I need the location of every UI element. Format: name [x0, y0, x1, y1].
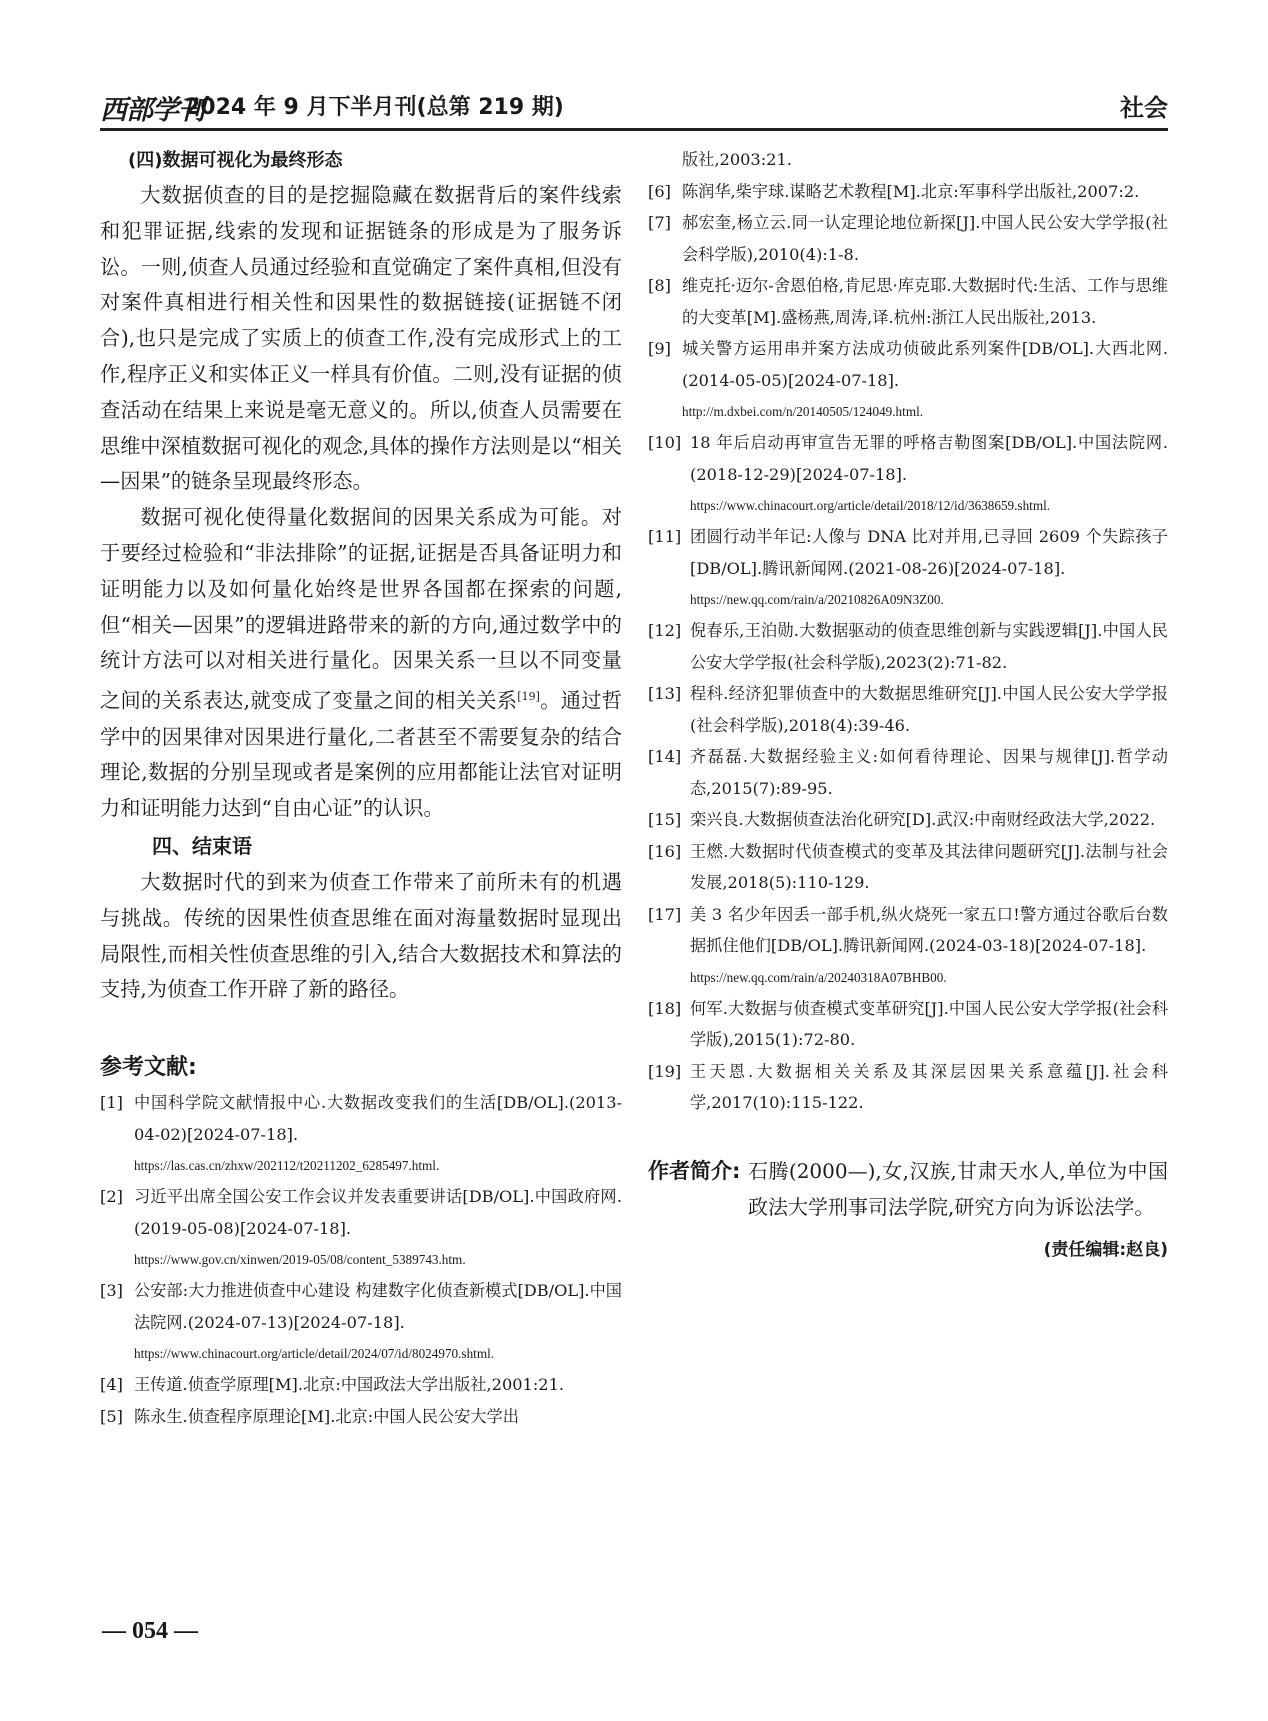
reference-number: [2]	[100, 1187, 123, 1207]
reference-number: [15]	[648, 810, 682, 829]
reference-number: [12]	[648, 621, 682, 640]
issue-info: 2024 年 9 月下半月刊(总第 219 期)	[185, 95, 564, 120]
reference-item	[648, 899, 1168, 993]
reference-text: 团圆行动半年记:人像与 DNA 比对并用,已寻回 2609 个失踪孩子[DB/OL].腾讯新闻网.(2021-08-26)[2024-07-18].	[690, 527, 1168, 578]
reference-number: [10]	[648, 433, 682, 452]
reference-number: [16]	[648, 841, 682, 861]
paragraph-2-text: 数据可视化使得量化数据间的因果关系成为可能。对于要经过检验和“非法排除”的证据,证据是否具备证明力和证明能力以及如何量化始终是世界各国都在探索的问题,但“相关—因果”的逻辑进路带来的新的方向,通过数学中的统计方法可以对相关进行量化。因果关系一旦以不同变量之间的关系表达,就变成了变量之间的相关关系	[100, 505, 622, 713]
body-paragraph-2	[100, 500, 622, 827]
reference-text: 郝宏奎,杨立云.同一认定理论地位新探[J].中国人民公安大学学报(社会科学版),2010(4):1-8.	[682, 213, 1168, 264]
reference-url[interactable]: https://new.qq.com/rain/a/20240318A07BHB00.	[690, 969, 947, 985]
conclusion-paragraph: 大数据时代的到来为侦查工作带来了前所未有的机遇与挑战。传统的因果性侦查思维在面对海量数据时显现出局限性,而相关性侦查思维的引入,结合大数据技术和算法的支持,为侦查工作开辟了新的路径。	[100, 870, 622, 1002]
reference-text: 栾兴良.大数据侦查法治化研究[D].武汉:中南财经政法大学,2022.	[690, 810, 1156, 829]
reference-item	[648, 615, 1168, 678]
journal-logo: 西部学刊	[100, 95, 204, 126]
reference-text: 18 年后启动再审宣告无罪的呼格吉勒图案[DB/OL].中国法院网.(2018-12-29)[2024-07-18].	[690, 433, 1168, 484]
right-column	[648, 144, 1168, 1260]
reference-item	[648, 521, 1168, 615]
reference-number: [3]	[100, 1281, 123, 1301]
reference-text: 陈永生.侦查程序原理论[M].北京:中国人民公安大学出	[134, 1406, 519, 1426]
reference-item	[648, 993, 1168, 1056]
left-column	[100, 144, 622, 1432]
reference-item	[648, 836, 1168, 899]
citation-19: [19]	[517, 690, 540, 704]
responsible-editor: (责任编辑:赵良)	[1043, 1239, 1168, 1260]
reference-item	[648, 270, 1168, 333]
reference-number: [4]	[100, 1375, 123, 1395]
reference-number: [6]	[648, 181, 671, 201]
reference-item	[648, 176, 1168, 208]
reference-item	[100, 1181, 622, 1275]
reference-number: [17]	[648, 904, 682, 924]
reference-text: 公安部:大力推进侦查中心建设 构建数字化侦查新模式[DB/OL].中国法院网.(2024-07-13)[2024-07-18].	[134, 1281, 622, 1332]
reference-text: 中国科学院文献情报中心.大数据改变我们的生活[DB/OL].(2013-04-02)[2024-07-18].	[134, 1093, 622, 1144]
reference-number: [1]	[100, 1093, 123, 1113]
reference-number: [14]	[648, 747, 682, 766]
reference-text: 倪春乐,王泊勋.大数据驱动的侦查思维创新与实践逻辑[J].中国人民公安大学学报(社会科学版),2023(2):71-82.	[690, 621, 1168, 672]
reference-text: 习近平出席全国公安工作会议并发表重要讲话[DB/OL].中国政府网.(2019-05-08)[2024-07-18].	[134, 1187, 622, 1238]
reference-number: [13]	[648, 684, 682, 703]
reference-item	[648, 1056, 1168, 1119]
page-number: — 054 —	[102, 1618, 198, 1644]
reference-number: [5]	[100, 1406, 123, 1426]
reference-item	[648, 678, 1168, 741]
reference-text: 王燃.大数据时代侦查模式的变革及其法律问题研究[J].法制与社会发展,2018(5):110-129.	[690, 841, 1168, 892]
reference-number: [11]	[648, 527, 682, 546]
reference-number: [8]	[648, 276, 671, 295]
reference-number: [19]	[648, 1061, 682, 1081]
reference-item	[648, 333, 1168, 427]
reference-text: 齐磊磊.大数据经验主义:如何看待理论、因果与规律[J].哲学动态,2015(7):89-95.	[690, 747, 1168, 798]
page-header	[100, 84, 1168, 131]
reference-text: 美 3 名少年因丢一部手机,纵火烧死一家五口!警方通过谷歌后台数据抓住他们[DB/OL].腾讯新闻网.(2024-03-18)[2024-07-18].	[690, 904, 1168, 955]
reference-text: 版社,2003:21.	[682, 150, 792, 169]
reference-url[interactable]: https://new.qq.com/rain/a/20210826A09N3Z00.	[690, 592, 944, 607]
section-heading: 四、结束语	[152, 834, 252, 859]
reference-url[interactable]: https://www.chinacourt.org/article/detail/2024/07/id/8024970.shtml.	[134, 1346, 495, 1362]
reference-url[interactable]: http://m.dxbei.com/n/20140505/124049.html.	[682, 404, 924, 419]
reference-item	[100, 1087, 622, 1181]
reference-item	[648, 427, 1168, 521]
references-title: 参考文献:	[100, 1055, 197, 1081]
reference-text: 何军.大数据与侦查模式变革研究[J].中国人民公安大学学报(社会科学版),2015(1):72-80.	[690, 998, 1168, 1049]
reference-number: [18]	[648, 998, 682, 1018]
reference-item	[648, 741, 1168, 804]
reference-number: [9]	[648, 339, 671, 358]
reference-item	[648, 207, 1168, 270]
reference-continuation	[648, 144, 1168, 176]
author-bio-label: 作者简介:	[648, 1158, 741, 1183]
reference-text: 王传道.侦查学原理[M].北京:中国政法大学出版社,2001:21.	[134, 1375, 565, 1395]
subsection-heading: (四)数据可视化为最终形态	[128, 150, 343, 171]
section-label: 社会	[1120, 94, 1168, 122]
reference-item	[100, 1275, 622, 1369]
reference-text: 陈润华,柴宇球.谋略艺术教程[M].北京:军事科学出版社,2007:2.	[682, 181, 1140, 201]
reference-number: [7]	[648, 213, 671, 232]
reference-item	[648, 804, 1168, 836]
reference-text: 维克托·迈尔-舍恩伯格,肯尼思·库克耶.大数据时代:生活、工作与思维的大变革[M].盛杨燕,周涛,译.杭州:浙江人民出版社,2013.	[682, 276, 1168, 327]
reference-item	[100, 1401, 622, 1433]
reference-url[interactable]: https://www.gov.cn/xinwen/2019-05/08/content_5389743.htm.	[134, 1252, 466, 1268]
reference-url[interactable]: https://las.cas.cn/zhxw/202112/t20211202_6285497.html.	[134, 1158, 440, 1174]
author-bio	[648, 1153, 1168, 1225]
body-paragraph-1: 大数据侦查的目的是挖掘隐藏在数据背后的案件线索和犯罪证据,线索的发现和证据链条的形成是为了服务诉讼。一则,侦查人员通过经验和直觉确定了案件真相,但没有对案件真相进行相关性和因果性的数据链接(证据链不闭合),也只是完成了实质上的侦查工作,没有完成形式上的工作,程序正义和实体正义一样具有价值。二则,没有证据的侦查活动在结果上来说是毫无意义的。所以,侦查人员需要在思维中深植数据可视化的观念,具体的操作方法则是以“相关—因果”的链条呈现最终形态。	[100, 183, 622, 494]
reference-url[interactable]: https://www.chinacourt.org/article/detail/2018/12/id/3638659.shtml.	[690, 498, 1051, 513]
reference-item	[100, 1369, 622, 1401]
reference-text: 城关警方运用串并案方法成功侦破此系列案件[DB/OL].大西北网.(2014-05-05)[2024-07-18].	[682, 339, 1168, 390]
reference-text: 王天恩.大数据相关关系及其深层因果关系意蕴[J].社会科学,2017(10):115-122.	[690, 1061, 1168, 1112]
reference-text: 程科.经济犯罪侦查中的大数据思维研究[J].中国人民公安大学学报(社会科学版),2018(4):39-46.	[690, 684, 1168, 735]
paragraph-2-cont: 。通过哲学中的因果律对因果进行量化,二者甚至不需要复杂的结合理论,数据的分别呈现或者是案例的应用都能让法官对证明力和证明能力达到“自由心证”的认识。	[100, 688, 622, 821]
author-bio-text: 石腾(2000—),女,汉族,甘肃天水人,单位为中国政法大学刑事司法学院,研究方向为诉讼法学。	[748, 1158, 1168, 1219]
